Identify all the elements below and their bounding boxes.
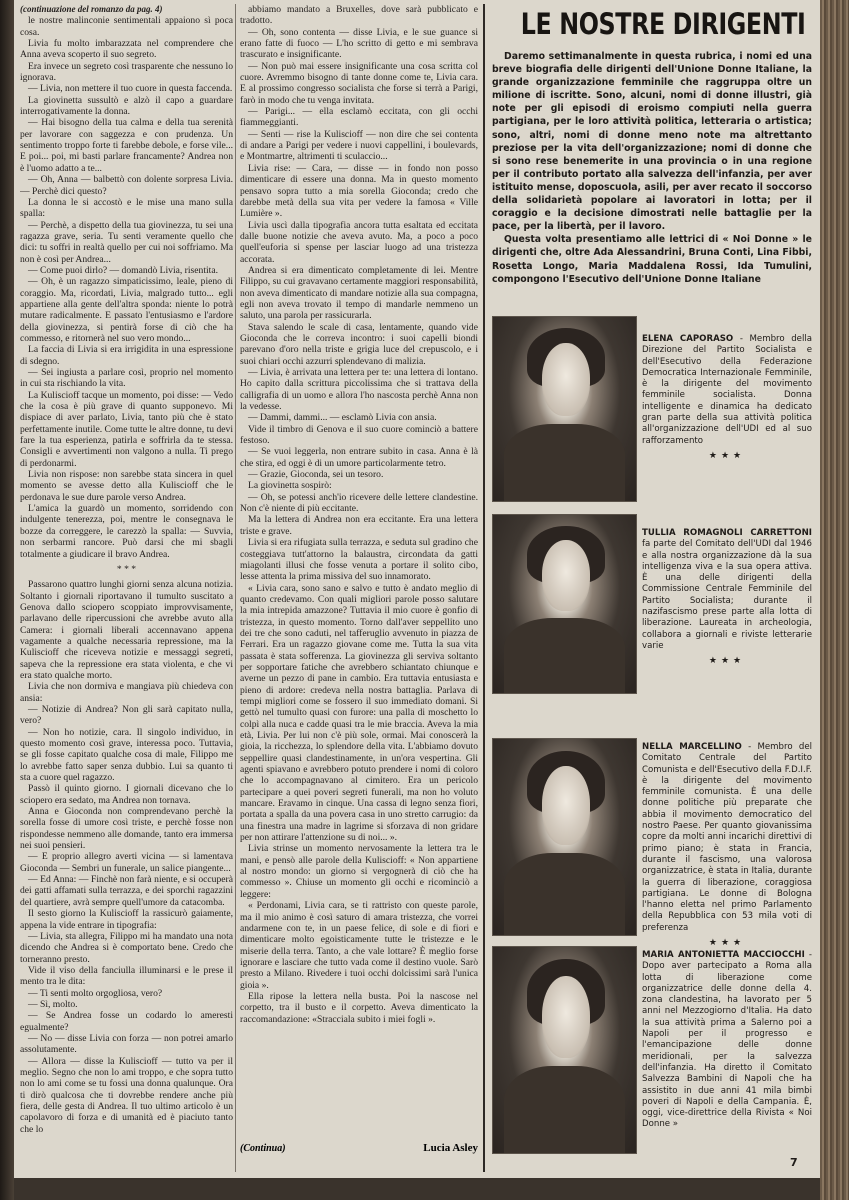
paragraph: La giovinetta sospirò: <box>248 480 332 492</box>
bio-description: - Membro della Direzione del Partito Socialista e dell'Esecutivo della Federazione Democratica Internazionale Femminile, è la dirigente del movimento femminile socialista. Donna intelligente e dinamica ha dedicato gran parte della sua attività politica all'organizzazione dell'UDI ed al suo rafforzamento <box>642 334 813 446</box>
bio-description: - Dopo aver partecipato a Roma alla lotta di liberazione come organizzatrice delle donne della 4. zona clandestina, ha lavorato per 5 anni nel Mezzogiorno d'Italia. Ha dato la sua attività prima a Salerno poi a Napoli per il progresso e l'emancipazione delle donne meridionali, per la salvezza dell'infanzia. Ha diretto il Comitato Salvezza Bambini di Napoli che ha assistito in due anni 41 mila bimbi poveri di Napoli e della Campania. È, oggi, vice-direttrice della Rivista « Noi Donne » <box>642 950 813 1130</box>
paragraph: Ma la lettera di Andrea non era eccitante. Era una lettera triste e grave. <box>240 514 478 537</box>
paragraph: — Sei ingiusta a parlare così, proprio nel momento in cui sta rischiando la vita. <box>20 367 233 390</box>
paragraph: — Come puoi dirlo? — domandò Livia, risentita. <box>28 264 218 276</box>
bio-text <box>642 334 812 466</box>
paragraph: — Hai bisogno della tua calma e della tua serenità per lavorare con saggezza e con prudenza. Un sentimento troppo forte ti farebbe debole, e forse vile... E poi... poi, mi basti parlare francamente? Andrea non è l'uomo adatto a te... <box>20 117 233 174</box>
portrait-photo <box>492 514 637 694</box>
paragraph: — Oh, sono contenta — disse Livia, e le sue guance si erano fatte di fuoco — L'ho scritto di getto e mi sembrava trascurato e insignificante. <box>240 26 478 61</box>
continua-label: (Continua) <box>240 1143 286 1154</box>
paragraph: — Livia, non mettere il tuo cuore in questa faccenda. <box>28 83 233 95</box>
paragraph: — Oh, se potessi anch'io ricevere delle lettere clandestine. Non c'è niente di più eccitante. <box>240 491 478 515</box>
paragraph: La Kuliscioff tacque un momento, poi disse: — Vedo che la cosa è più grave di quanto supponevo. Mi dispiace di aver parlato, Livia, tanto più che è stato perfettamente inutile. Come tutte le altre donne, tu devi fare la tua esperienza, patirla e soffrirla da te stessa. Consigli e avvertimenti non valgono a nulla. Ti prego di perdonarmi. <box>20 389 233 469</box>
paragraph: La faccia di Livia si era irrigidita in una espressione di sdegno. <box>20 344 233 367</box>
paragraph: Anna e Gioconda non comprendevano perchè la sorella fosse di umore così triste, e perchè fosse non rispondesse nemmeno alle domande, tanto era immersa nei suoi pensieri. <box>20 806 233 852</box>
bio-entry <box>492 946 812 1156</box>
book-spine <box>0 0 14 1200</box>
novel-column-2 <box>240 4 478 1174</box>
bio-entry <box>492 736 812 949</box>
novel-column-1 <box>20 4 233 1174</box>
paragraph: — Grazie, Gioconda, sei un tesoro. <box>248 469 384 481</box>
paragraph: Vide il timbro di Genova e il suo cuore cominciò a battere festoso. <box>240 423 478 447</box>
paragraph: — Oh, è un ragazzo simpaticissimo, leale, pieno di coraggio. Ma, ricordati, Livia, malgrado tutto... egli appartiene alla gente dell'altra sponda: niente lo potrà mutare radicalmente. E passato l'entusiasmo e l'ardore della giovinezza, si pentirà forse di ciò che ha commesso, e ritornerà nel suo vero mondo... <box>20 276 233 344</box>
paragraph: — Livia, sta allegra, Filippo mi ha mandato una nota dicendo che Andrea si è comportato bene. Credo che torneranno presto. <box>20 930 233 965</box>
paragraph: La donna le si accostò e le mise una mano sulla spalla: <box>20 196 233 220</box>
paragraph: Ella ripose la lettera nella busta. Poi la nascose nel corpetto, tra il busto e il corpetto. Aveva dimenticato la raccomandazione: «Stracciala subito i miei fogli ». <box>240 990 478 1025</box>
paragraph: — Ti senti molto orgogliosa, vero? <box>28 987 163 999</box>
paragraph: — Dammi, dammi... — esclamò Livia con ansia. <box>248 412 437 424</box>
column-rule <box>235 4 236 1172</box>
portrait-photo <box>492 946 637 1154</box>
continuation-note: (continuazione del romanzo da pag. 4) <box>20 4 163 14</box>
bio-name: ELENA CAPORASO <box>642 334 734 344</box>
paragraph: Il sesto giorno la Kuliscioff la rassicurò gaiamente, appena la vide entrare in tipografia: <box>20 908 233 931</box>
paragraph: — Parigi... — ella esclamò eccitata, con gli occhi fiammeggianti. <box>240 106 478 129</box>
paragraph: le nostre malinconie sentimentali appaiono sì poca cosa. <box>20 15 233 38</box>
separator-stars: ★★★ <box>708 450 746 461</box>
paragraph: Livia non rispose: non sarebbe stata sincera in quel momento se avesse detto alla Kuliscioff che le perdonava le sue dure parole verso Andrea. <box>20 469 233 503</box>
bio-name: NELLA MARCELLINO <box>642 742 742 752</box>
paragraph: — Oh, Anna — balbettò con dolente sorpresa Livia. — Perchè dici questo? <box>20 174 233 197</box>
section-rule <box>483 4 485 1172</box>
intro-paragraph: Questa volta presentiamo alle lettrici di « Noi Donne » le dirigenti che, oltre Ada Alessandrini, Bruna Conti, Lina Fibbi, Rosetta Longo, Maria Maddalena Rossi, Ida Tumulini, compongono l'Esecutivo dell'Unione Donne Italiane <box>492 234 812 285</box>
bio-name: TULLIA ROMAGNOLI CARRETTONI <box>642 528 812 538</box>
page-number: 7 <box>790 1156 798 1169</box>
section-break: * * * <box>116 563 137 575</box>
bio-entry <box>492 512 812 722</box>
paragraph: Livia fu molto imbarazzata nel comprendere che Anna aveva scoperto il suo segreto. <box>20 38 233 61</box>
paragraph: Livia che non dormiva e mangiava più chiedeva con ansia: <box>20 681 233 704</box>
bio-description: fa parte del Comitato dell'UDI dal 1946 e alla nostra organizzazione dà la sua intelligenza viva e la sua opera attiva. È una delle dirigenti della Commissione Centrale Femminile del Partito Socialista; durante il nazifascismo prese parte alla lotta di liberazione. Laureata in archeologia, collabora a giornali e riviste letterarie varie <box>642 539 812 651</box>
intro-paragraph: Daremo settimanalmente in questa rubrica, i nomi ed una breve biografia delle dirigenti dell'Unione Donne Italiane, la grande organizzazione femminile che raggruppa oltre un milione di iscritte. Sono, alcuni, nomi di donne illustri, già note per gli episodi di eroismo compiuti nella guerra partigiana, per le loro attività politica, letteraria o artistica; sono, altri, nomi di donne meno note ma altrettanto preziose per la vita dell'organizzazione; nomi di donne che si sono rese benemerite in una provincia o in una regione per il contributo portato alla salvezza dell'infanzia, per aver istituito mense, doposcuola, asili, per aver recato il soccorso della solidarietà popolare ai lavoratori in lotta; per il coraggio e la decisione dimostrati nelle battaglie per la pace, per la libertà, per il lavoro. <box>492 51 812 233</box>
novel-footer <box>240 1140 478 1162</box>
paragraph: Livia rise: — Cara, — disse — in fondo non posso dimenticare di essere una donna. Ma in questo momento pensavo sopra tutto a mia sorella Gioconda; credo che darebbe metà della sua vita per vedere la famosa « Ville Lumière ». <box>240 162 478 220</box>
paragraph: abbiamo mandato a Bruxelles, dove sarà pubblicato e tradotto. <box>240 4 478 27</box>
paragraph: Livia uscì dalla tipografia ancora tutta esaltata ed eccitata dalle buone notizie che aveva avuto. Ma, a poco a poco quell'euforia si spense per lasciar luogo ad una tristezza accorata. <box>240 219 478 265</box>
paragraph: Passarono quattro lunghi giorni senza alcuna notizia. Soltanto i giornali riportavano il tumulto suscitato a Genova dallo sciopero scoppiato improvvisamente, parlavano delle ripercussioni che avrebbe avuto alla Camera: i giornali liberali accennavano appena vagamente a qualche necessaria repressione, ma la Kuliscioff che riceveva notizie e messaggi segreti, sapeva che la repressione era stata violenta, e che vi era stato qualche morto. <box>20 579 233 681</box>
dirigenti-section <box>492 0 812 1178</box>
page-stack-edge <box>820 0 849 1200</box>
author-signature: Lucia Asley <box>423 1142 478 1154</box>
paragraph: La giovinetta sussultò e alzò il capo a guardare interrogativamente la donna. <box>20 94 233 118</box>
paragraph: — Senti — rise la Kuliscioff — non dire che sei contenta di andare a Parigi per vedere i nuovi cappellini, i boulevards, e Montmartre, altrimenti ti sculaccio... <box>240 128 478 163</box>
paragraph: Era invece un segreto così trasparente che nessuno lo ignorava. <box>20 60 233 84</box>
paragraph: Livia strinse un momento nervosamente la lettera tra le mani, e pensò alle parole della Kuliscioff: « Non appartiene al nostro mondo: un giorno si vergognerà di ciò che ha commesso ». Chiuse un momento gli occhi e ricominciò a leggere: <box>240 843 478 900</box>
portrait-photo <box>492 316 637 502</box>
section-title: LE NOSTRE DIRIGENTI <box>520 7 806 41</box>
paragraph: — Sì, molto. <box>28 998 78 1010</box>
bio-description: - Membro del Comitato Centrale del Partito Comunista e dell'Esecutivo della F.D.I.F. è la dirigente del movimento femminile comunista. È una delle donne politiche più preparate che abbia il movimento democratico del nostro Paese. Per quanto giovanissima copre da molti anni incarichi direttivi di primo piano; è stata in Francia, durante il fascismo, una valorosa organizzatrice, è stata in Italia, durante la guerra di liberazione, coraggiosa partigiana. Le donne di Bologna l'hanno eletta nel primo Parlamento della Repubblica con 53 mila voti di preferenza <box>642 742 812 933</box>
paragraph: Passò il quinto giorno. I giornali dicevano che lo sciopero era sedato, ma Andrea non tornava. <box>20 783 233 806</box>
paragraph: — E proprio allegro averti vicina — si lamentava Gioconda — Sembri un funerale, un salice piangente... <box>20 851 233 874</box>
paragraph: Stava salendo le scale di casa, lentamente, quando vide Gioconda che le correva incontro: i suoi capelli biondi parevano d'oro nella triste e grigia luce del crepuscolo, e i suoi chiari occhi azzurri splendevano di malizia. <box>240 321 478 367</box>
bio-text <box>642 950 812 1131</box>
paragraph: — Non può mai essere insignificante una cosa scritta col cuore. Avremmo bisogno di tante donne come te, Livia cara. E al prossimo congresso socialista che forse si terrà a Parigi, farò in modo che tu venga invitata. <box>240 60 478 106</box>
separator-stars: ★★★ <box>708 938 746 949</box>
magazine-sheet <box>14 0 820 1178</box>
paragraph: « Perdonami, Livia cara, se ti rattristo con queste parole, ma il mio animo è così saturo di amara tristezza, che vorrei andarmene con te, in un paese felice, di sole e di fiori e dimenticare molto egoisticamente tutte le tristezze e le miserie della terra. Tanto, a che vale lottare? È meglio forse ignorare e lasciare che tutto vada come il destino vuole. Sarò presto a Milano. Rivedere i tuoi occhi dolcissimi sarà l'unica gioia ». <box>240 900 478 991</box>
paragraph: Vide il viso della fanciulla illuminarsi e le prese il mento tra le dita: <box>20 964 233 988</box>
paragraph: — Livia, è arrivata una lettera per te: una lettera di lontano. Ho capito dalla scrittura piccolissima che si trattava della calligrafia di un uomo e allora l'ho nascosta perchè Anna non la vedesse. <box>240 367 478 413</box>
paragraph: — Non ho notizie, cara. Il singolo individuo, in questo momento così grave, interessa poco. Tuttavia, se gli fosse capitato qualche cosa di male, Filippo me lo avrebbe fatto saper senza dubbio. Lui sa quanto ti sta a cuore quel ragazzo. <box>20 726 233 784</box>
paragraph: — Ed Anna: — Finchè non farà niente, e si occuperà dei gatti affamati sulla terrazza, e dei sporchi ragazzini del quartiere, avrà sempre quell'umore da catacomba. <box>20 874 233 908</box>
paragraph: — Se Andrea fosse un codardo lo ameresti egualmente? <box>20 1010 233 1033</box>
bio-text <box>642 742 812 953</box>
bio-text <box>642 528 812 672</box>
portrait-photo <box>492 738 637 936</box>
paragraph: Andrea si era dimenticato completamente di lei. Mentre Filippo, su cui gravavano certamente maggiori responsabilità, non aveva dimenticato di mandare notizie alla sua compagna, egli non aveva trovato il tempo di mandarle nemmeno un saluto, una parola per rassicurarla. <box>240 264 478 322</box>
paragraph: — Perchè, a dispetto della tua giovinezza, tu sei una ragazza grave, seria. Tu senti veramente quello che dici: tu soffri in realtà quello per cui noi soffriamo. Ma non è così per Andrea... <box>20 219 233 265</box>
paragraph: « Livia cara, sono sano e salvo e tutto è andato meglio di quanto credevamo. Con quali migliori parole posso salutare la mia intrepida amazzone? Tuttavia il mio cuore è gonfio di tristezza, in questo momento. Torno dall'aver seppellito uno dei tre che sono caduti, nel tafferuglio avvenuto in piazza de Ferrari. Era un ragazzo giovane come me. Tutta la sua vita passata è stata sofferenza. La giovinezza gli serviva soltanto per sopportare fatiche che avrebbero schiantato chiunque e averne un pezzo di pane in cambio. Era tuttavia entusiasta e pieno di ardore: credeva nella nostra battaglia. Parlava di tempi migliori come se fossero il suo immediato domani. Si gettò nel tumulto quasi con furore: una palla di moschetto lo colpì alla nuca e cadde quasi tra le mie braccia. Aveva la mia età, Livia. Per lui non c'è più sole, ormai. Mai conoscerà la gioia, la ricchezza, lo splendore della vita. L'abbiamo dovuto seppellire quasi clandestinamente, in un'ora vespertina. Gli agenti spiavano e avrebbero potuto prendere i nomi di coloro che lo accompagnavano al cimitero. Era un pericolo partecipare a quei poveri segreti funerali, ma non ho voluto mancare. Eravamo in cinque. Una cassa di legno senza fiori, portata a spalla da una povera casa in uno stretto carrugio: da una finestra una madre in lagrime si sforzava di non gridare per non attirare l'attenzione su di noi... ». <box>240 582 478 844</box>
paragraph: L'amica la guardò un momento, sorridendo con indulgente tenerezza, poi, mentre le consegnava le bozze da correggere, le carezzò la spalla: — Suvvia, non serbarmi rancore. Può darsi che mi sbagli totalmente a giudicare il bravo Andrea. <box>20 503 233 560</box>
paragraph: — Notizie di Andrea? Non gli sarà capitato nulla, vero? <box>20 703 233 727</box>
bio-entry <box>492 314 812 504</box>
paragraph: — Se vuoi leggerla, non entrare subito in casa. Anna è là che stira, ed oggi è di un umore particolarmente tetro. <box>240 446 478 469</box>
section-intro <box>492 50 812 286</box>
paragraph: — No — disse Livia con forza — non potrei amarlo assolutamente. <box>20 1032 233 1056</box>
paragraph: — Allora — disse la Kuliscioff — tutto va per il meglio. Segno che non lo ami troppo, e che sopra tutto non lo ami come se tu fossi una donna qualunque. Ora ti dirò qualcosa che ti dovrebbe rendere anche più fiera, delle gesta di Andrea. Il tuo ultimo articolo è un capolavoro di forza e di umanità ed è piaciuto tanto che lo <box>20 1055 233 1135</box>
separator-stars: ★★★ <box>708 656 746 667</box>
paragraph: Livia si era rifugiata sulla terrazza, e seduta sul gradino che costeggiava tutt'attorno la balaustra, circondata da gatti miagolanti illusi che fosse venuta a portare il solito cibo, lesse attenta la prima missiva del suo innamorato. <box>240 537 478 583</box>
bio-name: MARIA ANTONIETTA MACCIOCCHI <box>642 950 805 960</box>
